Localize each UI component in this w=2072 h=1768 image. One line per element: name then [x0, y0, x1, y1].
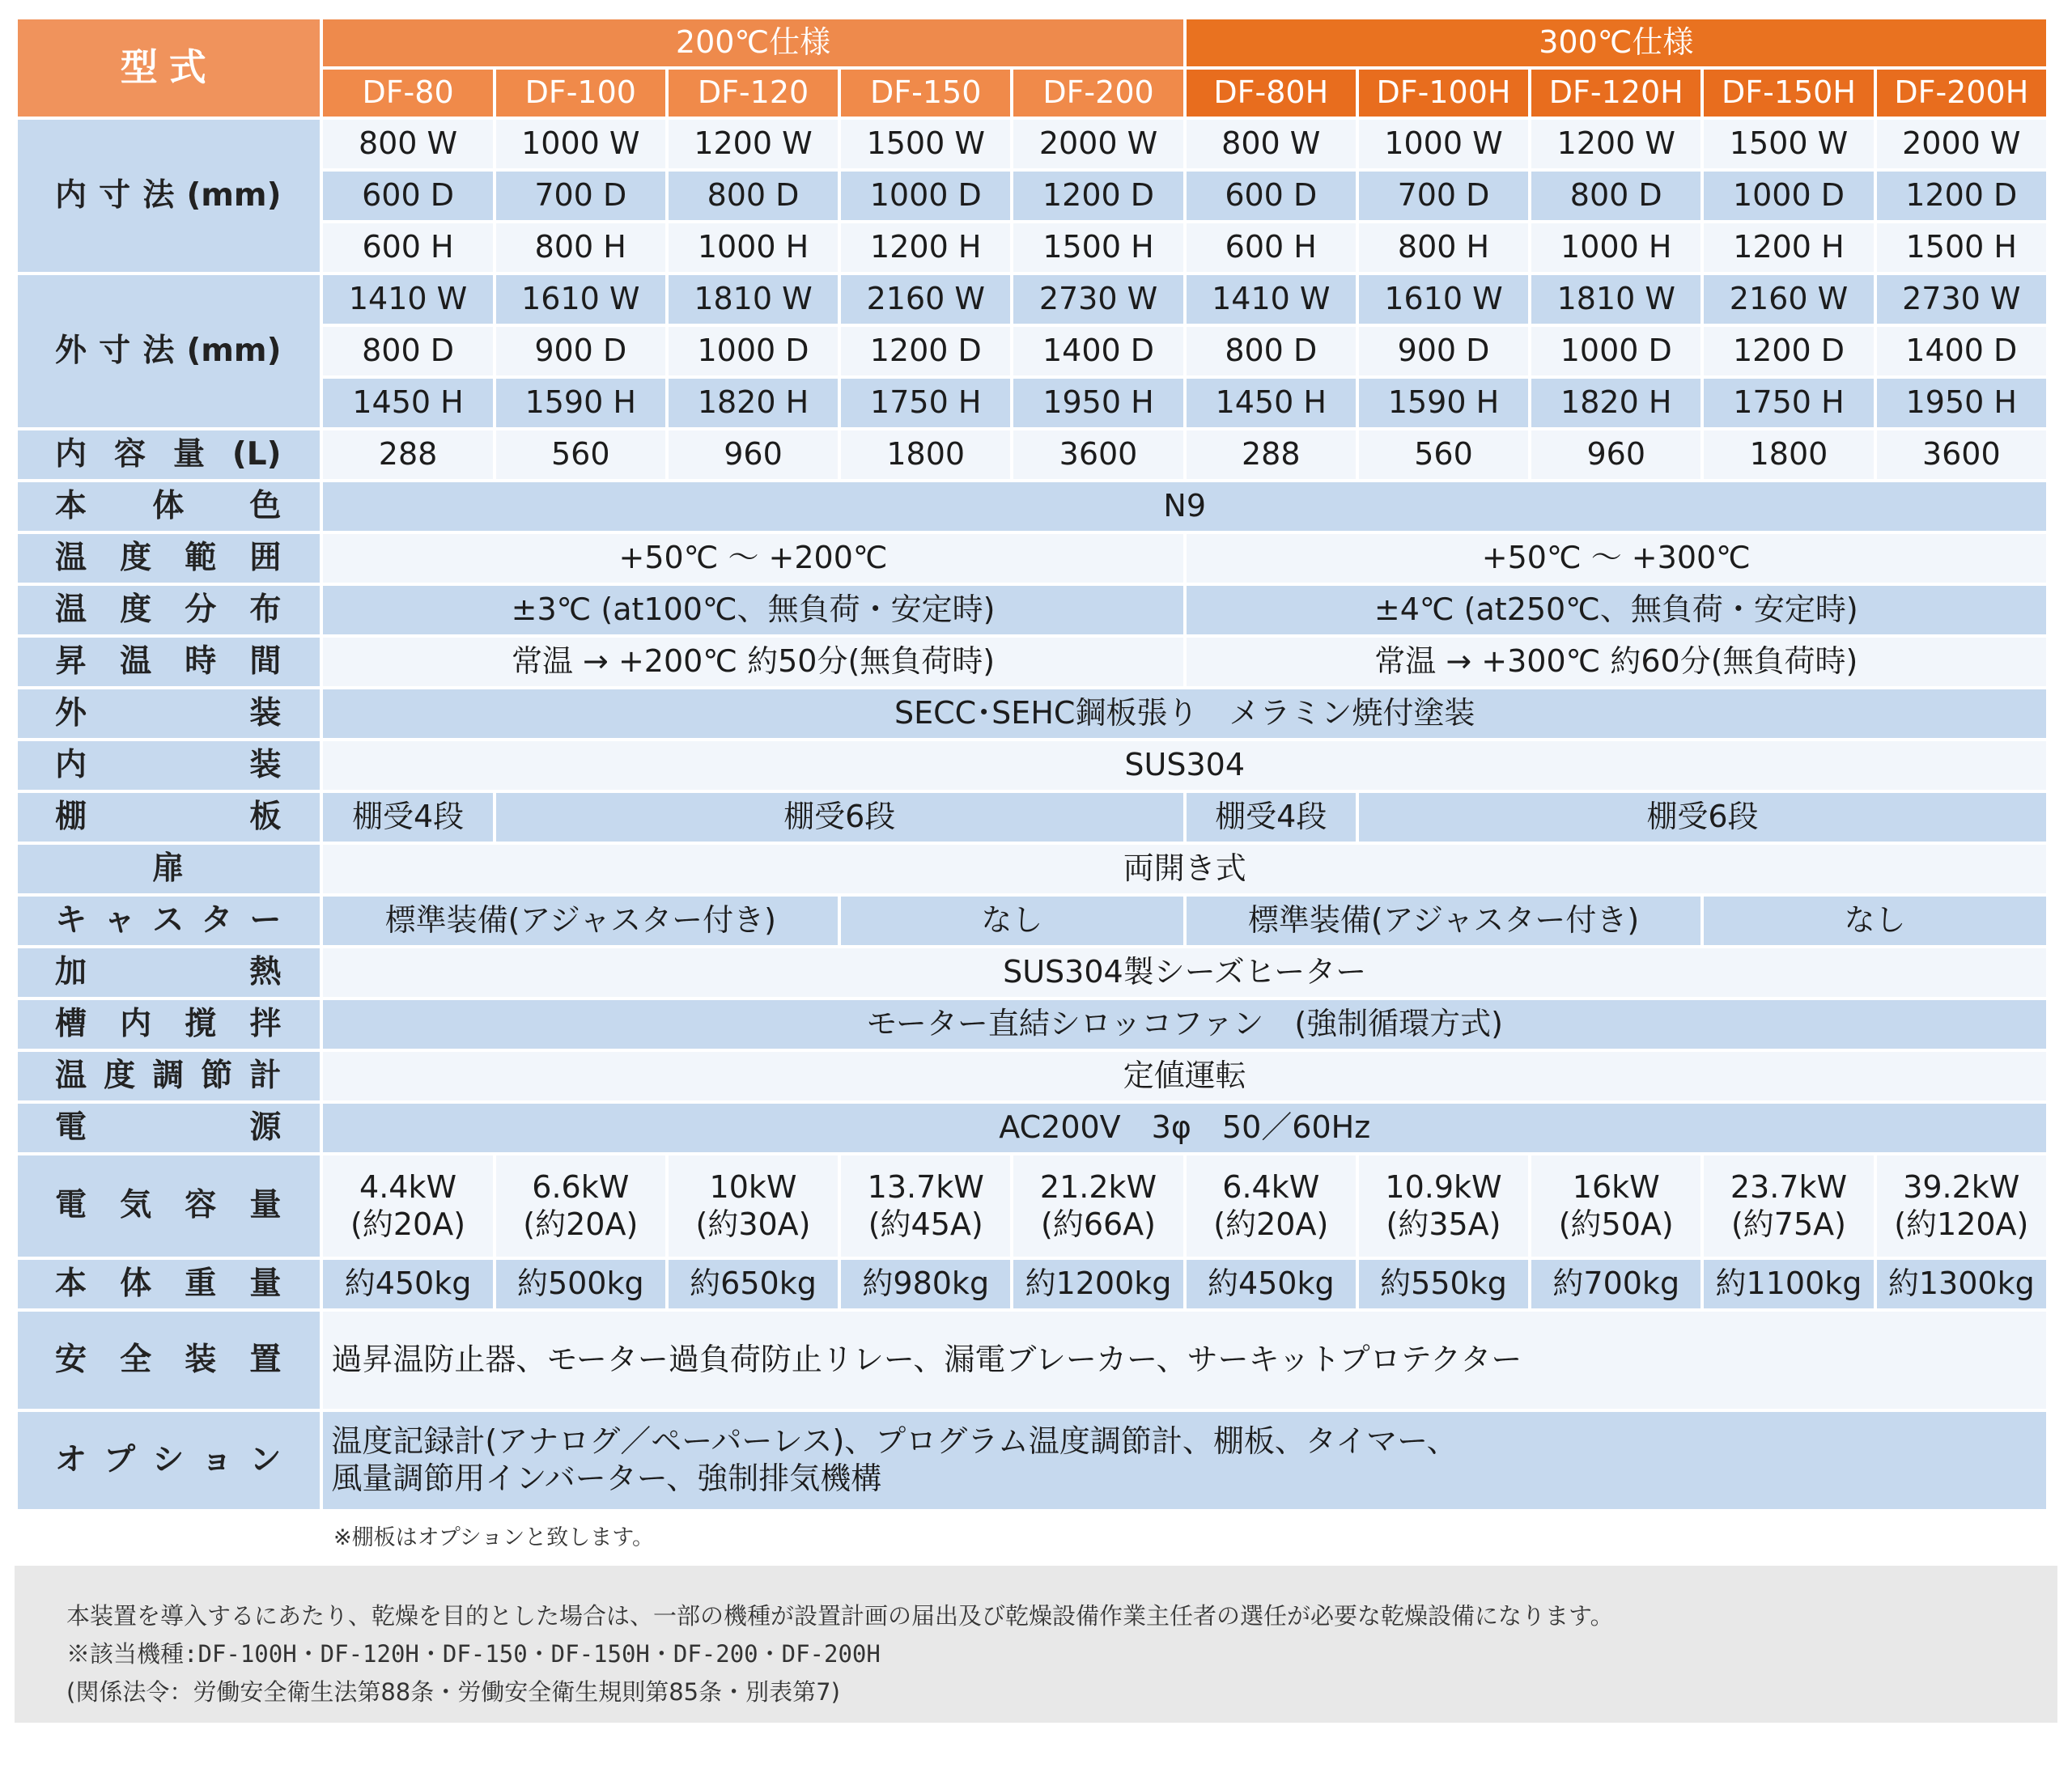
option-line-1: 温度記録計(アナログ／ペーパーレス)、プログラム温度調節計、棚板、タイマー、 [331, 1423, 1458, 1460]
exterior-label [18, 689, 320, 738]
controller-row [18, 1052, 2046, 1100]
weight-label [18, 1260, 320, 1308]
label-char: 法 [142, 332, 175, 369]
value-cell: 1400 D [1877, 327, 2046, 375]
shelf-value-b: 棚受6段 [496, 793, 1183, 842]
elec-cap-kw: 10kW [709, 1168, 797, 1205]
value-cell: 約1300kg [1877, 1260, 2046, 1308]
caster-value-c: 標準装備(アジャスター付き) [1187, 897, 1701, 945]
value-cell: 600 D [1187, 172, 1356, 220]
heating-row [18, 948, 2046, 997]
label-char: 全 [120, 1341, 152, 1378]
body-color-row [18, 482, 2046, 531]
label-char: 外 [55, 694, 87, 731]
value-cell: 1950 H [1877, 379, 2046, 427]
value-cell: 600 H [323, 223, 492, 272]
elec-cap-amp: (約20A) [1213, 1206, 1329, 1242]
value-cell: 800 D [669, 172, 838, 220]
elec-cap-cell [1359, 1155, 1528, 1257]
value-cell: 900 D [1359, 327, 1528, 375]
outer-dim-label [18, 275, 320, 427]
heating-value: SUS304製シーズヒーター [323, 948, 2046, 997]
label-char: ョ [201, 1441, 233, 1478]
label-char: 囲 [249, 539, 282, 576]
label-char: 容 [113, 435, 146, 473]
elec-cap-label [18, 1155, 320, 1257]
value-cell: 2000 W [1877, 120, 2046, 168]
elec-cap-cell [1531, 1155, 1700, 1257]
door-row [18, 845, 2046, 893]
value-cell: 1820 H [669, 379, 838, 427]
shelf-label [18, 793, 320, 842]
value-cell: 1200 H [841, 223, 1010, 272]
inner-dim-h-row [18, 223, 2046, 272]
value-cell: 800 H [496, 223, 665, 272]
value-cell: 1000 W [1359, 120, 1528, 168]
shelf-row [18, 793, 2046, 842]
interior-label [18, 741, 320, 790]
elec-cap-amp: (約20A) [523, 1206, 639, 1242]
elec-cap-cell [669, 1155, 838, 1257]
value-cell: 1750 H [1704, 379, 1873, 427]
option-row [18, 1412, 2046, 1509]
value-cell: 560 [1359, 430, 1528, 479]
label-char: 度 [120, 591, 152, 628]
value-cell: 2160 W [841, 275, 1010, 324]
label-char: 温 [55, 539, 87, 576]
elec-cap-amp: (約66A) [1041, 1206, 1156, 1242]
notice-line-3: (関係法令：労働安全衛生法第88条・労働安全衛生規則第85条・別表第7) [66, 1678, 840, 1706]
controller-value: 定値運転 [323, 1052, 2046, 1100]
caster-value-b: なし [841, 897, 1183, 945]
value-cell: 約1200kg [1013, 1260, 1182, 1308]
inner-dim-label [18, 120, 320, 272]
value-cell: 960 [669, 430, 838, 479]
elec-cap-amp: (約35A) [1386, 1206, 1501, 1242]
value-cell: 約500kg [496, 1260, 665, 1308]
label-char: (mm) [186, 332, 282, 369]
value-cell: 2730 W [1013, 275, 1182, 324]
temp-dist-label [18, 586, 320, 634]
label-char: 電 [55, 1187, 87, 1224]
label-char: 撹 [185, 1005, 217, 1042]
elec-cap-kw: 16kW [1572, 1168, 1660, 1205]
label-char: 源 [249, 1109, 282, 1146]
group-200-header: 200℃仕様 [323, 19, 1182, 66]
label-char: 温 [120, 642, 152, 680]
model-header-cell: DF-120H [1531, 70, 1700, 117]
value-cell: 約700kg [1531, 1260, 1700, 1308]
model-header-cell: DF-100 [496, 70, 665, 117]
label-char: 計 [249, 1057, 282, 1094]
option-value [323, 1412, 2046, 1509]
value-cell: 600 D [323, 172, 492, 220]
label-char: 間 [249, 642, 282, 680]
exterior-row [18, 689, 2046, 738]
model-header-cell: DF-150 [841, 70, 1010, 117]
elec-cap-cell [1704, 1155, 1873, 1257]
label-char: 寸 [99, 332, 131, 369]
inner-dim-w-row [18, 120, 2046, 168]
group-300-header: 300℃仕様 [1187, 19, 2046, 66]
label-char: オ [55, 1441, 87, 1478]
value-cell: 560 [496, 430, 665, 479]
caster-label [18, 897, 320, 945]
value-cell: 800 D [323, 327, 492, 375]
capacity-row [18, 430, 2046, 479]
value-cell: 3600 [1013, 430, 1182, 479]
shelf-value-a: 棚受4段 [323, 793, 492, 842]
value-cell: 800 D [1187, 327, 1356, 375]
label-char: 内 [55, 746, 87, 783]
label-char: 度 [104, 1057, 136, 1094]
label-char: 量 [172, 435, 205, 473]
value-cell: 1610 W [496, 275, 665, 324]
label-char: 内 [120, 1005, 152, 1042]
label-char: 板 [249, 798, 282, 835]
power-label [18, 1104, 320, 1152]
elec-cap-kw: 6.6kW [532, 1168, 630, 1205]
interior-value: SUS304 [323, 741, 2046, 790]
label-char: 温 [55, 1057, 87, 1094]
value-cell: 1400 D [1013, 327, 1182, 375]
value-cell: 600 H [1187, 223, 1356, 272]
header-model-row [18, 70, 2046, 117]
elec-cap-amp: (約50A) [1558, 1206, 1674, 1242]
stirring-row [18, 1000, 2046, 1049]
body-color-label [18, 482, 320, 531]
interior-row [18, 741, 2046, 790]
label-char: シ [152, 1441, 185, 1478]
outer-dim-d-row [18, 327, 2046, 375]
spec-table [15, 16, 2049, 1512]
temp-dist-200: ±3℃ (at100℃、無負荷・安定時) [323, 586, 1182, 634]
notice-line-2: ※該当機種:DF-100H・DF-120H・DF-150・DF-150H・DF-200・DF-200H [66, 1640, 881, 1668]
label-char: 本 [55, 1265, 87, 1302]
value-cell: 800 H [1359, 223, 1528, 272]
value-cell: 1810 W [669, 275, 838, 324]
label-char: 棚 [55, 798, 87, 835]
value-cell: 288 [323, 430, 492, 479]
value-cell: 2160 W [1704, 275, 1873, 324]
label-char: 容 [185, 1187, 217, 1224]
value-cell: 1000 D [1704, 172, 1873, 220]
model-header-cell: DF-200 [1013, 70, 1182, 117]
model-header-cell: DF-80 [323, 70, 492, 117]
value-cell: 1610 W [1359, 275, 1528, 324]
label-char: 内 [55, 176, 87, 214]
value-cell: 約1100kg [1704, 1260, 1873, 1308]
label-char: 内 [55, 435, 87, 473]
heatup-row [18, 638, 2046, 686]
value-cell: 1000 D [1531, 327, 1700, 375]
elec-cap-kw: 4.4kW [359, 1168, 457, 1205]
temp-range-row [18, 534, 2046, 583]
value-cell: 約450kg [1187, 1260, 1356, 1308]
temp-range-label [18, 534, 320, 583]
value-cell: 1500 W [841, 120, 1010, 168]
label-char: (L) [231, 435, 282, 473]
outer-dim-h-row [18, 379, 2046, 427]
value-cell: 1410 W [1187, 275, 1356, 324]
label-char: 法 [142, 176, 175, 214]
value-cell: 1200 H [1704, 223, 1873, 272]
value-cell: 3600 [1877, 430, 2046, 479]
label-char: 体 [152, 487, 185, 524]
value-cell: 1810 W [1531, 275, 1700, 324]
value-cell: 1500 H [1877, 223, 2046, 272]
label-char: ン [249, 1441, 282, 1478]
label-char: 寸 [99, 176, 131, 214]
elec-cap-amp: (約75A) [1730, 1206, 1846, 1242]
value-cell: 1000 D [669, 327, 838, 375]
value-cell: 900 D [496, 327, 665, 375]
value-cell: 1450 H [1187, 379, 1356, 427]
value-cell: 1000 H [669, 223, 838, 272]
power-row [18, 1104, 2046, 1152]
value-cell: 800 W [1187, 120, 1356, 168]
elec-cap-amp: (約45A) [868, 1206, 983, 1242]
model-header: 型式 [18, 19, 320, 117]
label-char: 量 [249, 1187, 282, 1224]
notice-line-1: 本装置を導入するにあたり、乾燥を目的とした場合は、一部の機種が設置計画の届出及び乾燥設備作業主任者の選任が必要な乾燥設備になります。 [66, 1602, 1614, 1630]
label-char: 温 [55, 591, 87, 628]
value-cell: 2730 W [1877, 275, 2046, 324]
stirring-value: モーター直結シロッコファン (強制循環方式) [323, 1000, 2046, 1049]
label-char: 外 [55, 332, 87, 369]
heatup-200: 常温 → +200℃ 約50分(無負荷時) [323, 638, 1182, 686]
value-cell: 1590 H [496, 379, 665, 427]
elec-cap-kw: 10.9kW [1385, 1168, 1502, 1205]
value-cell: 2000 W [1013, 120, 1182, 168]
elec-cap-kw: 21.2kW [1039, 1168, 1157, 1205]
label-char: 置 [249, 1341, 282, 1378]
value-cell: 1200 W [669, 120, 838, 168]
outer-dim-w-row [18, 275, 2046, 324]
elec-cap-cell [841, 1155, 1010, 1257]
model-header-cell: DF-100H [1359, 70, 1528, 117]
value-cell: 約650kg [669, 1260, 838, 1308]
value-cell: 1590 H [1359, 379, 1528, 427]
value-cell: 1820 H [1531, 379, 1700, 427]
value-cell: 1000 H [1531, 223, 1700, 272]
label-char: 調 [152, 1057, 185, 1094]
heatup-label [18, 638, 320, 686]
label-char: 節 [201, 1057, 233, 1094]
label-char: ス [152, 901, 185, 939]
caster-value-a: 標準装備(アジャスター付き) [323, 897, 838, 945]
elec-cap-kw: 23.7kW [1730, 1168, 1848, 1205]
elec-cap-cell [1187, 1155, 1356, 1257]
elec-cap-kw: 6.4kW [1222, 1168, 1320, 1205]
label-char: 気 [120, 1187, 152, 1224]
elec-cap-cell [1013, 1155, 1182, 1257]
value-cell: 700 D [1359, 172, 1528, 220]
elec-cap-amp: (約120A) [1894, 1206, 2029, 1242]
label-char: 電 [55, 1109, 87, 1146]
notice-box [15, 1566, 2057, 1723]
safety-row [18, 1312, 2046, 1409]
value-cell: 1500 H [1013, 223, 1182, 272]
shelf-value-c: 棚受4段 [1187, 793, 1356, 842]
value-cell: 1950 H [1013, 379, 1182, 427]
value-cell: 1200 D [841, 327, 1010, 375]
value-cell: 1800 [1704, 430, 1873, 479]
label-char: 布 [249, 591, 282, 628]
inner-dim-d-row [18, 172, 2046, 220]
value-cell: 288 [1187, 430, 1356, 479]
option-line-2: 風量調節用インバーター、強制排気機構 [331, 1461, 882, 1496]
heating-label [18, 948, 320, 997]
safety-value: 過昇温防止器、モーター過負荷防止リレー、漏電ブレーカー、サーキットプロテクター [323, 1312, 2046, 1409]
value-cell: 1000 W [496, 120, 665, 168]
power-value: AC200V 3φ 50／60Hz [323, 1104, 2046, 1152]
value-cell: 1450 H [323, 379, 492, 427]
shelf-value-d: 棚受6段 [1359, 793, 2046, 842]
label-char: 体 [120, 1265, 152, 1302]
elec-cap-amp: (約20A) [350, 1206, 466, 1242]
label-char: 拌 [249, 1005, 282, 1042]
value-cell: 960 [1531, 430, 1700, 479]
value-cell: 1800 [841, 430, 1010, 479]
value-cell: 1200 W [1531, 120, 1700, 168]
label-char: 分 [185, 591, 217, 628]
elec-cap-kw: 13.7kW [867, 1168, 984, 1205]
value-cell: 1200 D [1704, 327, 1873, 375]
header-group-row [18, 19, 2046, 66]
label-char: 熱 [249, 953, 282, 990]
value-cell: 約550kg [1359, 1260, 1528, 1308]
caster-row [18, 897, 2046, 945]
value-cell: 700 D [496, 172, 665, 220]
door-label [18, 845, 320, 893]
label-char: 時 [185, 642, 217, 680]
label-char: キ [55, 901, 87, 939]
label-char: 昇 [55, 642, 87, 680]
elec-cap-cell [496, 1155, 665, 1257]
model-header-cell: DF-150H [1704, 70, 1873, 117]
stirring-label [18, 1000, 320, 1049]
elec-cap-cell [1877, 1155, 2046, 1257]
model-header-cell: DF-200H [1877, 70, 2046, 117]
label-char: (mm) [186, 176, 282, 214]
elec-cap-amp: (約30A) [695, 1206, 811, 1242]
shelf-note: ※棚板はオプションと致します。 [333, 1525, 655, 1550]
value-cell: 約980kg [841, 1260, 1010, 1308]
label-char: 色 [249, 487, 282, 524]
body-color-value: N9 [323, 482, 2046, 531]
door-value: 両開き式 [323, 845, 2046, 893]
value-cell: 1410 W [323, 275, 492, 324]
value-cell: 1750 H [841, 379, 1010, 427]
capacity-label [18, 430, 320, 479]
value-cell: 1000 D [841, 172, 1010, 220]
label-char: ャ [104, 901, 136, 939]
elec-cap-cell [323, 1155, 492, 1257]
label-char: タ [201, 901, 233, 939]
value-cell: 1200 D [1013, 172, 1182, 220]
elec-cap-kw: 39.2kW [1903, 1168, 2020, 1205]
value-cell: 800 W [323, 120, 492, 168]
label-char: ー [249, 901, 282, 939]
label-char: プ [104, 1441, 136, 1478]
label-char: 扉 [152, 850, 185, 887]
label-char: 装 [249, 694, 282, 731]
safety-label [18, 1312, 320, 1409]
label-char: 本 [55, 487, 87, 524]
caster-value-d: なし [1704, 897, 2046, 945]
temp-range-300: +50℃ ～ +300℃ [1187, 534, 2046, 583]
label-char: 量 [249, 1265, 282, 1302]
elec-cap-row [18, 1155, 2046, 1257]
value-cell: 1200 D [1877, 172, 2046, 220]
label-char: 重 [185, 1265, 217, 1302]
exterior-value: SECC･SEHC鋼板張り メラミン焼付塗装 [323, 689, 2046, 738]
option-label [18, 1412, 320, 1509]
label-char: 度 [120, 539, 152, 576]
label-char: 範 [185, 539, 217, 576]
temp-dist-row [18, 586, 2046, 634]
value-cell: 1500 W [1704, 120, 1873, 168]
temp-dist-300: ±4℃ (at250℃、無負荷・安定時) [1187, 586, 2046, 634]
model-header-cell: DF-80H [1187, 70, 1356, 117]
temp-range-200: +50℃ ～ +200℃ [323, 534, 1182, 583]
label-char: 安 [55, 1341, 87, 1378]
model-header-cell: DF-120 [669, 70, 838, 117]
value-cell: 約450kg [323, 1260, 492, 1308]
label-char: 加 [55, 953, 87, 990]
label-char: 槽 [55, 1005, 87, 1042]
controller-label [18, 1052, 320, 1100]
heatup-300: 常温 → +300℃ 約60分(無負荷時) [1187, 638, 2046, 686]
label-char: 装 [249, 746, 282, 783]
value-cell: 800 D [1531, 172, 1700, 220]
weight-row [18, 1260, 2046, 1308]
label-char: 装 [185, 1341, 217, 1378]
